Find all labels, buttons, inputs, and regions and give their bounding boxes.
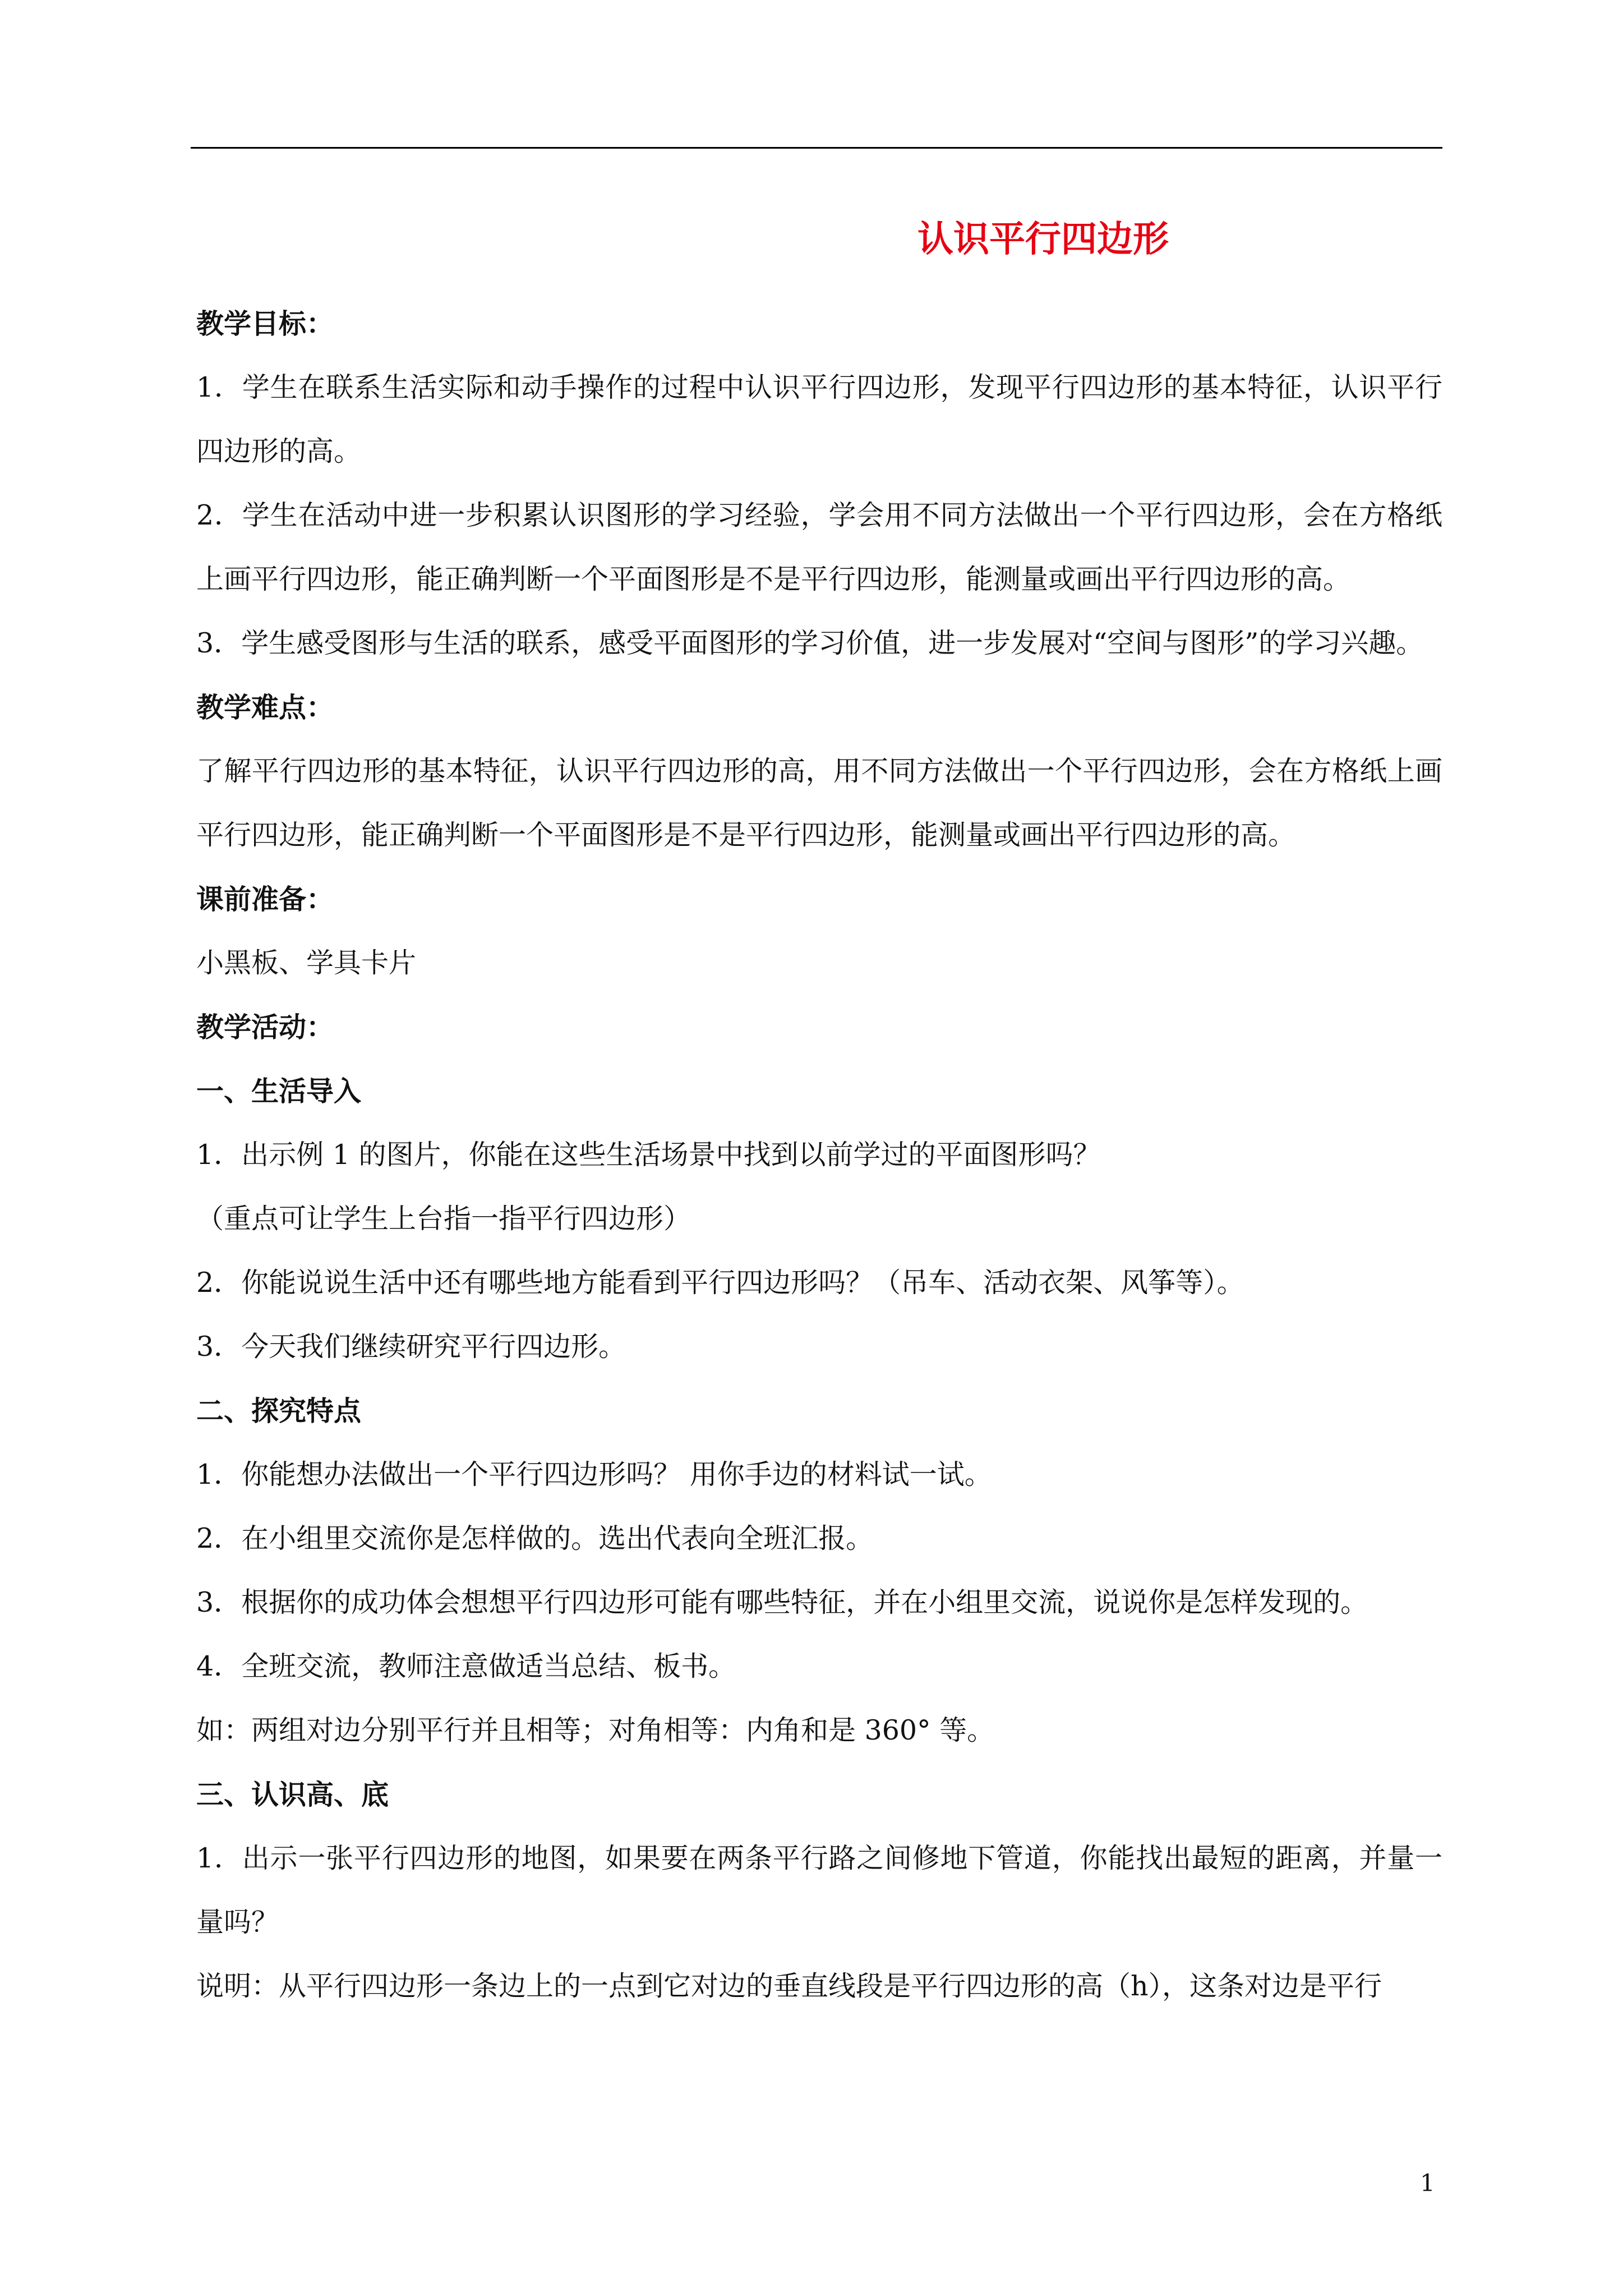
part1-item: 2．你能说说生活中还有哪些地方能看到平行四边形吗？（吊车、活动衣架、风筝等）。 (196, 1267, 1244, 1299)
section-heading-goals: 教学目标： (196, 307, 334, 340)
part1-item: 3．今天我们继续研究平行四边形。 (196, 1331, 626, 1363)
document-body (196, 292, 1442, 2018)
section-heading-difficulty: 教学难点： (196, 691, 334, 724)
section-heading-activities: 教学活动： (196, 1011, 334, 1043)
goal-item: 1．学生在联系生活实际和动手操作的过程中认识平行四边形，发现平行四边形的基本特征，认识平行四边形的高。 (196, 371, 1442, 467)
section-heading-preparation: 课前准备： (196, 883, 334, 915)
part2-item: 3．根据你的成功体会想想平行四边形可能有哪些特征，并在小组里交流，说说你是怎样发现的。 (196, 1586, 1368, 1618)
preparation-text: 小黑板、学具卡片 (196, 947, 417, 979)
header-rule (191, 147, 1442, 149)
part2-item: 1．你能想办法做出一个平行四边形吗？ 用你手边的材料试一试。 (196, 1458, 992, 1490)
part1-item: （重点可让学生上台指一指平行四边形） (196, 1203, 691, 1235)
part2-item: 2．在小组里交流你是怎样做的。选出代表向全班汇报。 (196, 1522, 874, 1554)
part2-item: 如：两组对边分别平行并且相等；对角相等：内角和是 360° 等。 (196, 1714, 995, 1746)
section-heading-part2: 二、探究特点 (196, 1395, 362, 1427)
page-number: 1 (1420, 2169, 1435, 2197)
difficulty-text: 了解平行四边形的基本特征，认识平行四边形的高，用不同方法做出一个平行四边形，会在方格纸上画平行四边形，能正确判断一个平面图形是不是平行四边形，能测量或画出平行四边形的高。 (196, 755, 1442, 851)
goal-item: 3．学生感受图形与生活的联系，感受平面图形的学习价值，进一步发展对“空间与图形”的学习兴趣。 (196, 627, 1424, 659)
part2-item: 4．全班交流，教师注意做适当总结、板书。 (196, 1650, 736, 1682)
document-title: 认识平行四边形 (917, 218, 1169, 260)
part3-item: 1．出示一张平行四边形的地图，如果要在两条平行路之间修地下管道，你能找出最短的距离，并量一量吗？ (196, 1842, 1442, 1938)
part1-item: 1．出示例 1 的图片，你能在这些生活场景中找到以前学过的平面图形吗？ (196, 1139, 1101, 1171)
section-heading-part1: 一、生活导入 (196, 1075, 362, 1107)
section-heading-part3: 三、认识高、底 (196, 1778, 389, 1811)
goal-item: 2．学生在活动中进一步积累认识图形的学习经验，学会用不同方法做出一个平行四边形，会在方格纸上画平行四边形，能正确判断一个平面图形是不是平行四边形，能测量或画出平行四边形的高。 (196, 499, 1442, 595)
part3-item: 说明：从平行四边形一条边上的一点到它对边的垂直线段是平行四边形的高（h），这条对边是平行 (196, 1970, 1382, 2002)
